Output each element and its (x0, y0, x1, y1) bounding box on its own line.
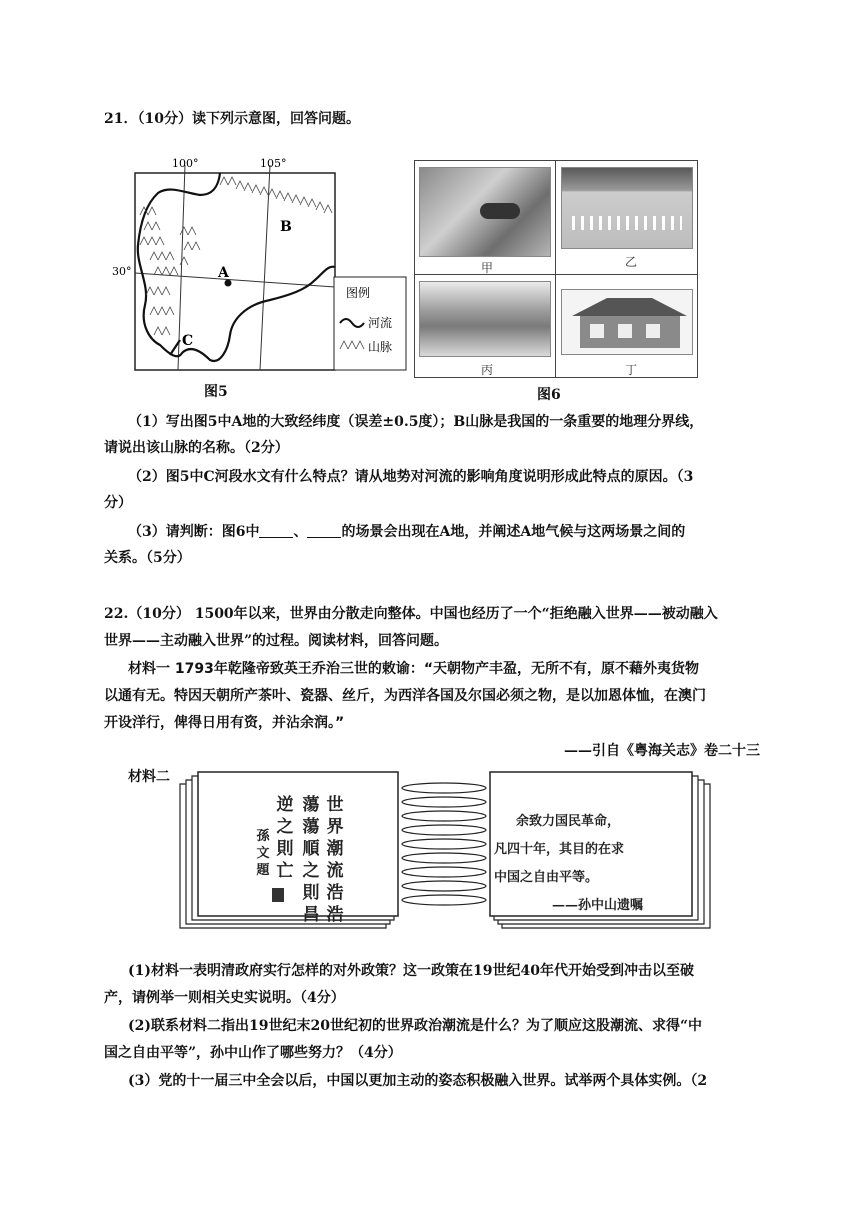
q22-q2-line1: (2)联系材料二指出19世纪末20世纪初的世界政治潮流是什么？为了顺应这股潮流、求得“中 (128, 1018, 703, 1034)
q22-q1-line1: (1)材料一表明清政府实行怎样的对外政策？这一政策在19世纪40年代开始受到冲击以至破 (128, 963, 694, 979)
label-lat-30: 30° (112, 265, 132, 278)
photo-ding (561, 289, 693, 355)
calligraphy-col2: 蕩蕩順之則昌 (302, 795, 320, 925)
photo-bing (419, 281, 551, 357)
will-line4: ——孙中山遗嘱 (552, 898, 644, 913)
q22-intro-line1: 22.（10分） 1500年以来，世界由分散走向整体。中国也经历了一个“拒绝融入世界——被动融入 (104, 606, 718, 622)
q22-q2-line2: 国之自由平等”，孙中山作了哪些努力？（4分） (104, 1045, 402, 1061)
photo-jia (419, 167, 551, 257)
q21-p1-line2: 请说出该山脉的名称。（2分） (104, 440, 289, 456)
legend-mountain-label: 山脉 (368, 340, 393, 354)
caption-jia: 甲 (481, 261, 494, 275)
q22-m1-source: ——引自《粤海关志》卷二十三 (564, 743, 760, 759)
will-line2: 凡四十年，其目的在求 (494, 842, 625, 857)
river-path (138, 173, 335, 361)
q21-p3-line1: （3）请判断：图6中 、 的场景会出现在A地，并阐述A地气候与这两场景之间的 (128, 524, 686, 540)
legend-river-label: 河流 (368, 316, 393, 330)
will-line1: 余致力国民革命， (516, 814, 621, 829)
label-point-b: B (280, 219, 292, 235)
q21-title: 21．（10分）读下列示意图，回答问题。 (104, 111, 360, 127)
calligraphy-signature: 孫文題 (256, 829, 270, 878)
book-illustration (176, 770, 714, 938)
figure-6-photos (414, 160, 698, 378)
answer-blank-1[interactable] (259, 523, 293, 538)
label-lon-100: 100° (172, 157, 199, 170)
parallel-30 (135, 273, 335, 287)
caption-bing: 丙 (481, 363, 494, 377)
q21-p2-line1: （2）图5中C河段水文有什么特点？请从地势对河流的影响角度说明形成此特点的原因。（3 (128, 469, 694, 485)
label-point-c: C (182, 333, 194, 349)
label-point-a: A (218, 265, 229, 281)
calligraphy-col3: 逆之則亡 (276, 795, 294, 881)
q22-m1-line3: 开设洋行，俾得日用有资，并沾余润。” (104, 715, 345, 731)
mountain-b (220, 177, 332, 213)
q22-intro-line2: 世界——主动融入世界”的过程。阅读材料，回答问题。 (104, 633, 449, 649)
q21-p1-line1: （1）写出图5中A地的大致经纬度（误差±0.5度）；B山脉是我国的一条重要的地理分界线， (128, 414, 704, 430)
will-line3: 中国之自由平等。 (494, 870, 599, 885)
mountain-west (140, 207, 200, 335)
map-frame (135, 173, 335, 370)
map-svg (110, 155, 410, 375)
answer-blank-2[interactable] (307, 523, 341, 538)
q22-m1-line2: 以通有无。特因天朝所产茶叶、瓷器、丝斤，为西洋各国及尔国必须之物，是以加恩体恤，在澳门 (104, 688, 706, 704)
q22-q1-line2: 产，请例举一则相关史实说明。（4分） (104, 990, 345, 1006)
q22-m2-label: 材料二 (128, 769, 170, 785)
caption-ding: 丁 (625, 363, 638, 377)
q22-q3-line1: (3）党的十一届三中全会以后，中国以更加主动的姿态积极融入世界。试举两个具体实例。（2 (128, 1073, 708, 1089)
calligraphy-col1: 世界潮流浩浩 (326, 795, 344, 925)
caption-yi: 乙 (625, 255, 638, 269)
q22-m1-line1: 材料一 1793年乾隆帝致英王乔治三世的敕谕：“天朝物产丰盈，无所不有，原不藉外夷货物 (128, 661, 700, 677)
photo-yi (561, 167, 693, 249)
figure-5-map (110, 155, 410, 375)
q21-p2-line2: 分） (104, 495, 132, 511)
q21-p3-line2: 关系。（5分） (104, 550, 191, 566)
label-lon-105: 105° (260, 157, 287, 170)
fig5-caption: 图5 (204, 384, 228, 400)
fig6-caption: 图6 (537, 387, 561, 403)
legend-title: 图例 (346, 286, 371, 300)
